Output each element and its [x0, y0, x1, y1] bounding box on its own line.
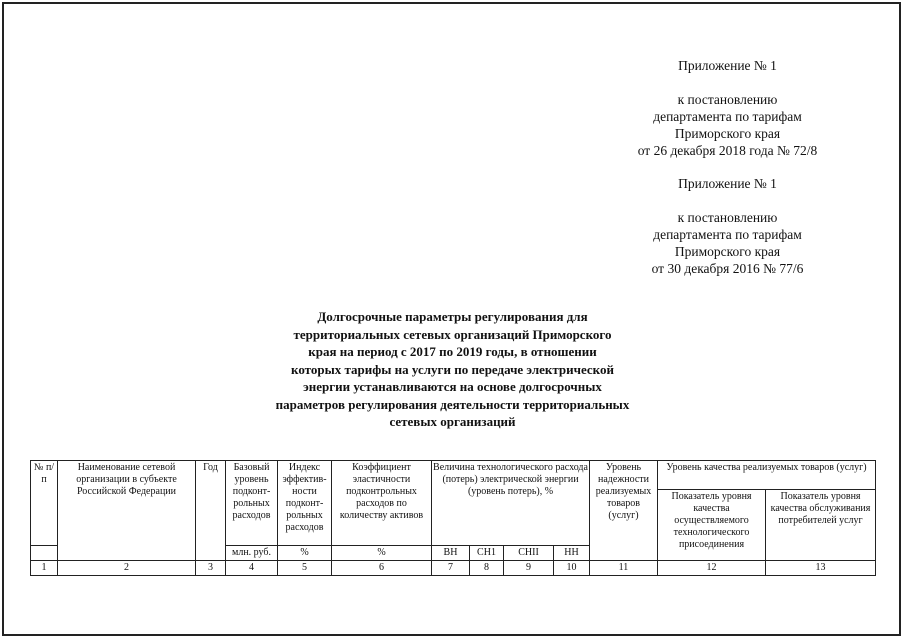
- unit-voltage-vn: ВН: [432, 546, 470, 561]
- column-number: 10: [554, 561, 590, 576]
- annex-line: Приморского края: [674, 126, 781, 141]
- unit-voltage-sn1: СН1: [470, 546, 504, 561]
- column-number: 12: [658, 561, 766, 576]
- column-number: 11: [590, 561, 658, 576]
- header-technological-losses: Величина технологического расхода (потерь) электрической энергии (уровень потерь), %: [432, 461, 590, 546]
- unit-voltage-nn: НН: [554, 546, 590, 561]
- column-number: 4: [226, 561, 278, 576]
- annex-block-previous: [585, 175, 870, 277]
- annex-line: департамента по тарифам: [653, 227, 802, 242]
- column-number: 2: [58, 561, 196, 576]
- header-base-level: Базовый уровень подконт-рольных расходов: [226, 461, 278, 546]
- column-number: 9: [504, 561, 554, 576]
- header-quality-level: Уровень качества реализуемых товаров (услуг): [658, 461, 876, 490]
- title-line: которых тарифы на услуги по передаче электрической: [291, 361, 614, 377]
- unit-elasticity-coefficient: %: [332, 546, 432, 561]
- unit-efficiency-index: %: [278, 546, 332, 561]
- annex-label: Приложение № 1: [678, 58, 777, 73]
- column-number: 3: [196, 561, 226, 576]
- column-number: 6: [332, 561, 432, 576]
- annex-line: к постановлению: [677, 92, 778, 107]
- unit-voltage-sn2: СНII: [504, 546, 554, 561]
- column-number: 5: [278, 561, 332, 576]
- column-number: 1: [31, 561, 58, 576]
- annex-date: от 30 декабря 2016 № 77/6: [651, 261, 804, 276]
- title-line: территориальных сетевых организаций Приморского: [293, 326, 612, 342]
- column-number: 7: [432, 561, 470, 576]
- document-title: [225, 308, 680, 431]
- units-number-empty: [31, 546, 58, 561]
- annex-line: к постановлению: [677, 210, 778, 225]
- title-line: энергии устанавливаются на основе долгосрочных: [303, 379, 602, 394]
- title-line: Долгосрочные параметры регулирования для: [317, 309, 588, 324]
- annex-block-current: [585, 57, 870, 159]
- header-organization: Наименование сетевой организации в субъекте Российской Федерации: [58, 461, 196, 561]
- header-reliability-level: Уровень надежности реализуемых товаров (услуг): [590, 461, 658, 561]
- annex-line: Приморского края: [674, 244, 781, 259]
- header-year: Год: [196, 461, 226, 561]
- unit-base-level: млн. руб.: [226, 546, 278, 561]
- header-number: № п/п: [31, 461, 58, 546]
- annex-line: департамента по тарифам: [653, 109, 802, 124]
- title-line: сетевых организаций: [389, 414, 516, 429]
- column-number: 8: [470, 561, 504, 576]
- annex-label: Приложение № 1: [678, 176, 777, 191]
- header-efficiency-index: Индекс эффектив-ности подконт-рольных расходов: [278, 461, 332, 546]
- parameters-table: [30, 460, 876, 576]
- title-line: параметров регулирования деятельности территориальных: [275, 396, 630, 412]
- header-quality-service: Показатель уровня качества обслуживания потребителей услуг: [766, 490, 876, 561]
- title-line: края на период с 2017 по 2019 годы, в отношении: [308, 344, 597, 359]
- header-quality-connection: Показатель уровня качества осуществляемого технологического присоединения: [658, 490, 766, 561]
- header-elasticity-coefficient: Коэффициент эластичности подконтрольных расходов по количеству активов: [332, 461, 432, 546]
- annex-date: от 26 декабря 2018 года № 72/8: [637, 143, 818, 158]
- column-number: 13: [766, 561, 876, 576]
